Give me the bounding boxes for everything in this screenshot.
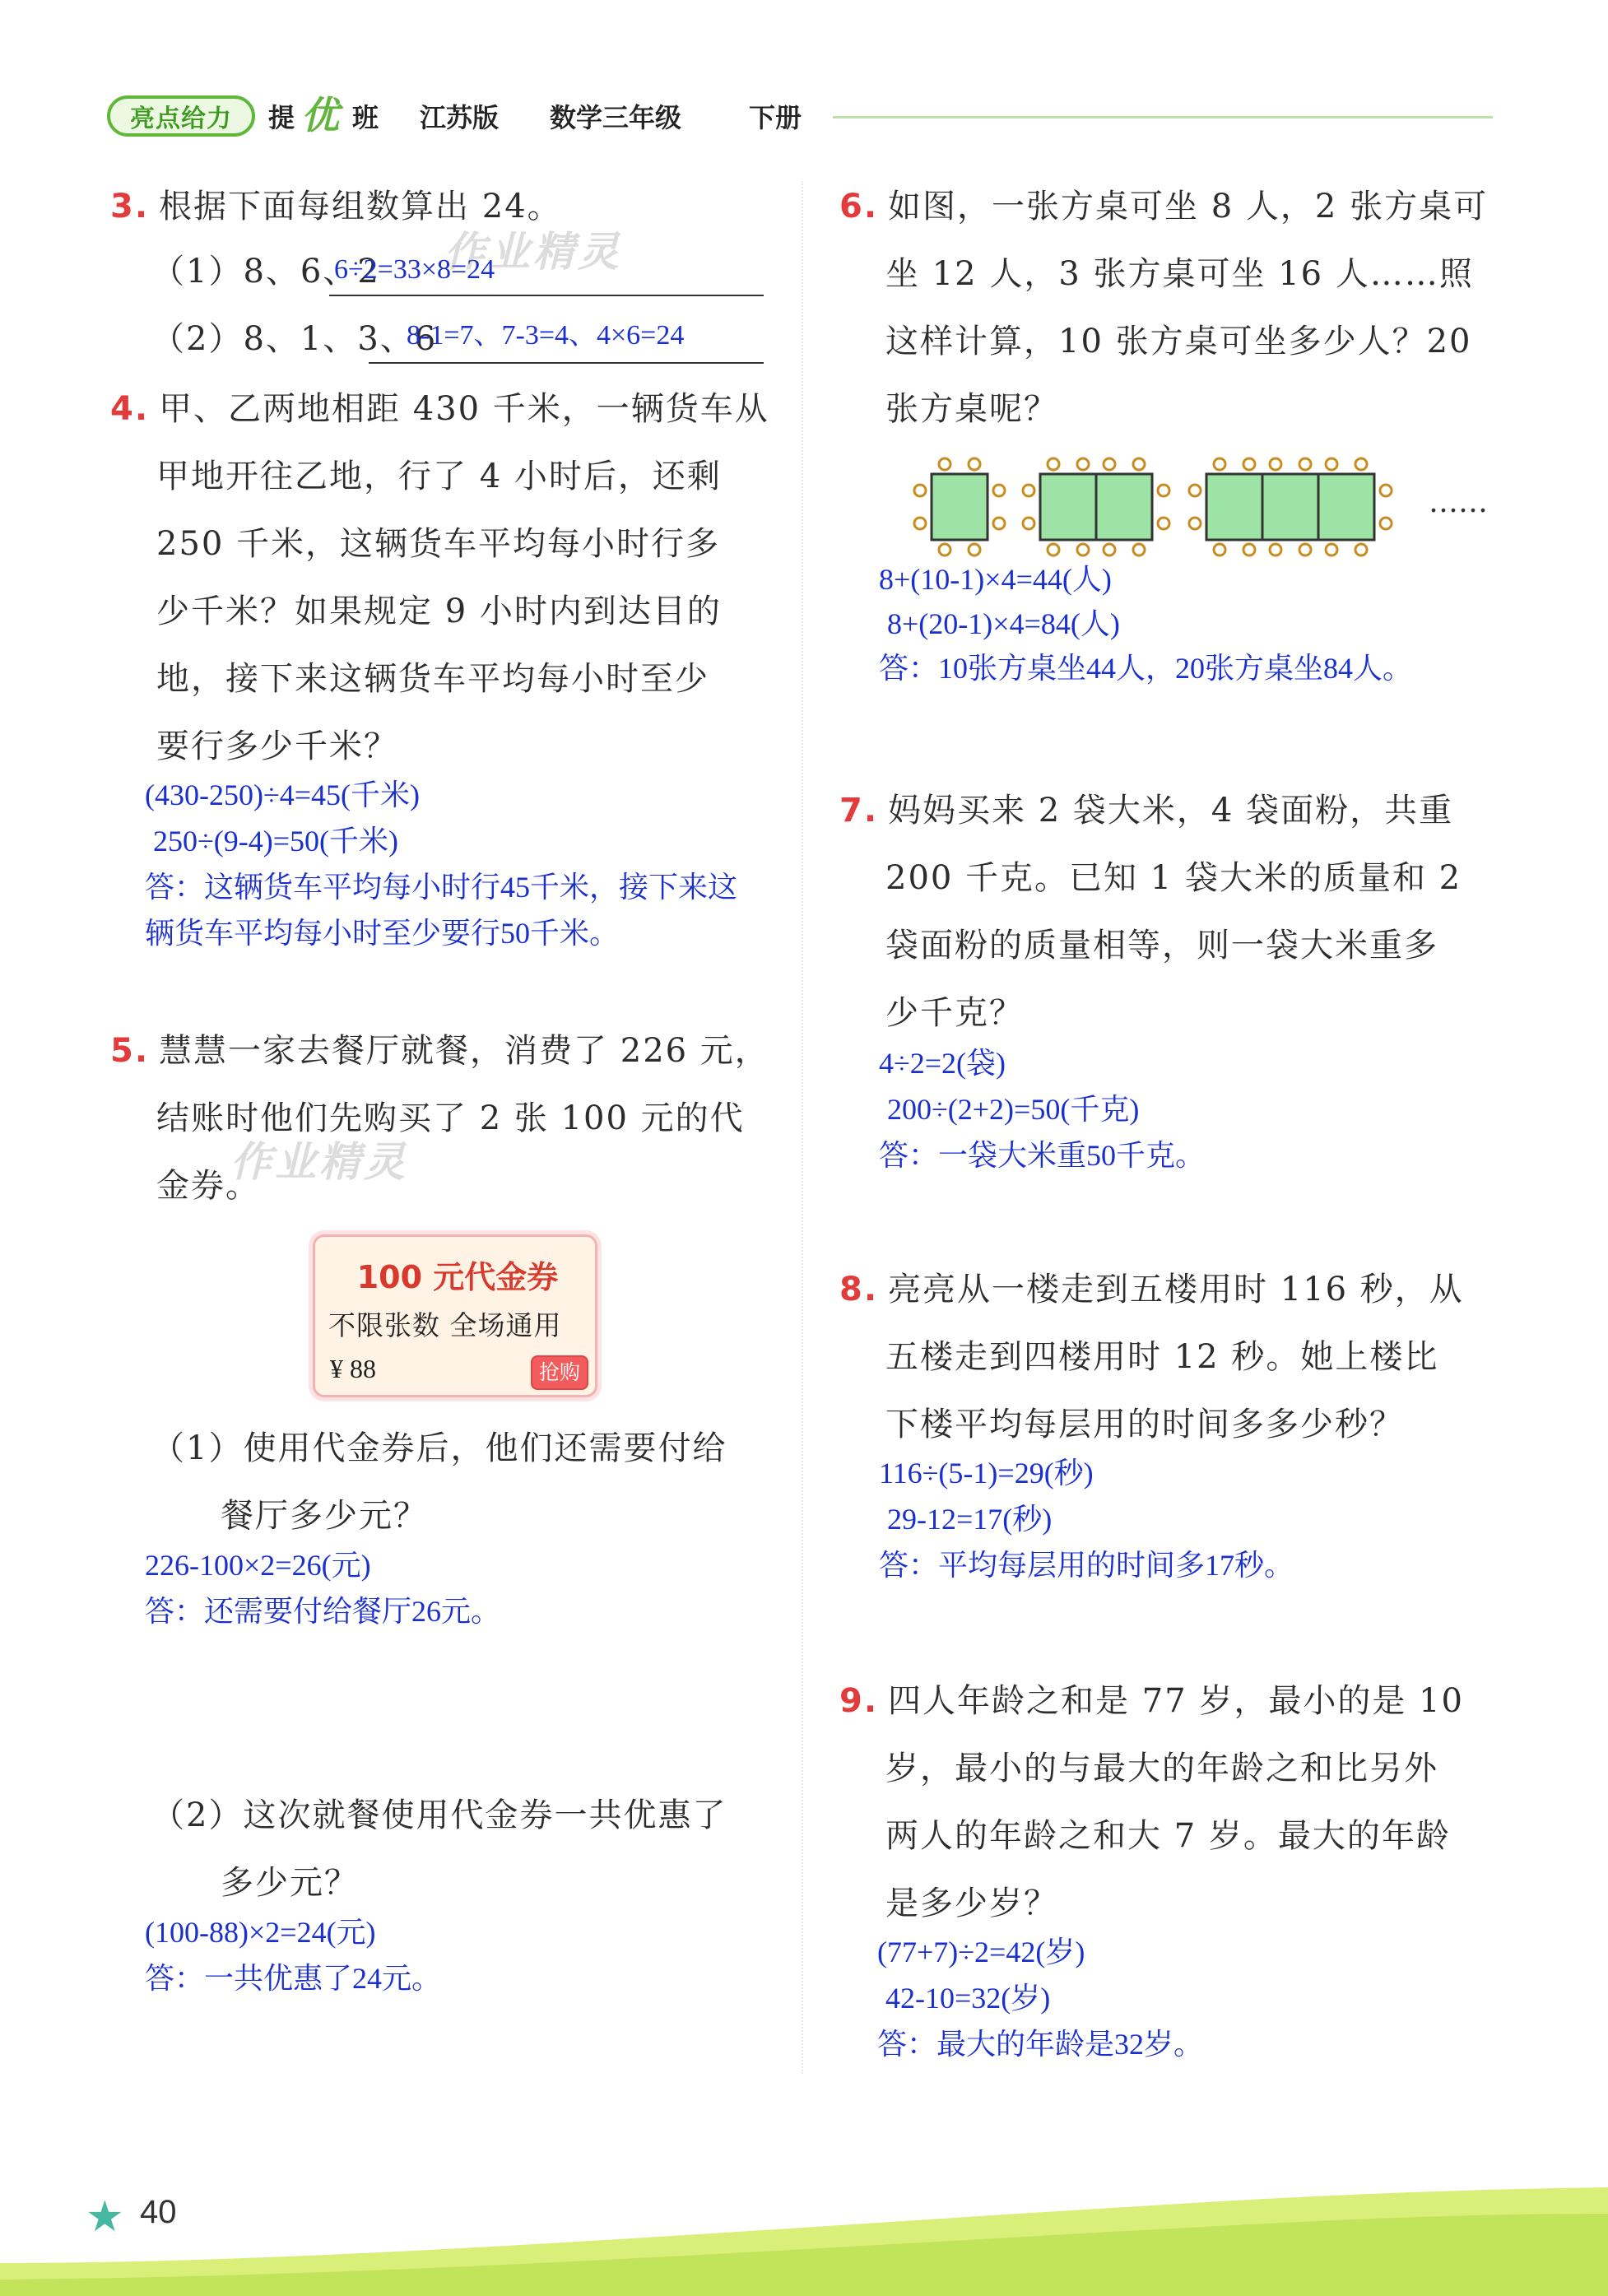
q6-answer-line1: 8+(10-1)×4=44(人) xyxy=(879,563,1112,596)
question-line: 四人年龄之和是 77 岁，最小的是 10 xyxy=(888,1682,1464,1720)
question-line: 袋面粉的质量相等，则一袋大米重多 xyxy=(885,927,1438,964)
question-7 xyxy=(839,777,1514,1047)
seat xyxy=(969,544,980,555)
q4-answer-line3: 答：这辆货车平均每小时行45千米，接下来这 xyxy=(145,871,738,904)
q9-answer-line2: 42-10=32(岁) xyxy=(885,1982,1051,2015)
q5-sub1-line2: 餐厅多少元？ xyxy=(221,1497,428,1535)
table-top xyxy=(1206,474,1262,540)
question-4 xyxy=(110,375,785,780)
brand-badge: 亮点给力 xyxy=(107,95,255,137)
seat xyxy=(939,458,950,470)
q3-part2-label: （2）8、1、3、6 xyxy=(151,320,438,358)
q8-answer-line3: 答：平均每层用的时间多17秒。 xyxy=(879,1549,1294,1582)
answer-line xyxy=(329,295,764,296)
tables-diagram xyxy=(905,451,1415,563)
question-line: 结账时他们先购买了 2 张 100 元的代 xyxy=(156,1099,745,1137)
question-number: 3. xyxy=(110,188,150,225)
q6-answer-line3: 答：10张方桌坐44人，20张方桌坐84人。 xyxy=(879,652,1413,685)
q7-answer-line2: 200÷(2+2)=50(千克) xyxy=(887,1093,1140,1126)
seat xyxy=(993,518,1005,529)
q9-answer-line3: 答：最大的年龄是32岁。 xyxy=(877,2028,1204,2061)
question-line: 如图，一张方桌可坐 8 人，2 张方桌可 xyxy=(888,188,1489,225)
question-line: 要行多少千米？ xyxy=(156,727,398,765)
question-line: 是多少岁？ xyxy=(885,1885,1058,1922)
footer-wave xyxy=(0,2140,1608,2296)
q6-answer-line2: 8+(20-1)×4=84(人) xyxy=(887,607,1120,640)
table-group-1 xyxy=(914,458,1005,555)
page-number: 40 xyxy=(140,2194,177,2230)
question-5 xyxy=(110,1017,785,1220)
q4-answer-line2: 250÷(9-4)=50(千米) xyxy=(153,825,399,858)
question-line: 甲、乙两地相距 430 千米，一辆货车从 xyxy=(159,390,769,428)
edition-label: 江苏版 xyxy=(420,102,500,133)
q5-sub1-answer1: 226-100×2=26(元) xyxy=(145,1549,371,1582)
question-line: 亮亮从一楼走到五楼用时 116 秒，从 xyxy=(888,1271,1464,1308)
question-9 xyxy=(839,1667,1514,1937)
table-group-3 xyxy=(1189,458,1392,555)
star-icon: ★ xyxy=(86,2192,124,2242)
coupon-title: 100 元代金券 xyxy=(356,1259,559,1295)
table-top xyxy=(1096,474,1152,540)
question-line: 金券。 xyxy=(156,1167,260,1205)
q4-answer-line1: (430-250)÷4=45(千米) xyxy=(145,779,421,811)
q7-answer-line1: 4÷2=2(袋) xyxy=(879,1047,1006,1080)
question-line: 妈妈买来 2 袋大米，4 袋面粉，共重 xyxy=(888,792,1454,830)
subject-label: 数学三年级 xyxy=(550,102,682,133)
q5-sub1-line1: （1）使用代金券后，他们还需要付给 xyxy=(151,1429,727,1467)
question-number: 6. xyxy=(839,188,879,225)
question-line: 200 千克。已知 1 袋大米的质量和 2 xyxy=(885,859,1462,897)
seat xyxy=(993,485,1005,496)
seat xyxy=(939,544,950,555)
series-title-part3: 班 xyxy=(352,102,379,133)
table-top xyxy=(1262,474,1318,540)
question-number: 9. xyxy=(839,1682,879,1720)
coupon-card xyxy=(313,1234,597,1397)
question-number: 8. xyxy=(839,1271,879,1308)
question-line: 两人的年龄之和大 7 岁。最大的年龄 xyxy=(885,1817,1451,1855)
question-line: 岁，最小的与最大的年龄之和比另外 xyxy=(885,1750,1438,1787)
watermark: 作业精灵 xyxy=(230,1138,408,1186)
table-top xyxy=(1318,474,1374,540)
q3-part1-answer: 6÷2=33×8=24 xyxy=(334,254,495,285)
question-line: 250 千米，这辆货车平均每小时行多 xyxy=(156,525,721,563)
question-line: 下楼平均每层用的时间多多少秒？ xyxy=(885,1406,1404,1443)
question-line: 张方桌呢？ xyxy=(885,390,1058,428)
q8-answer-line2: 29-12=17(秒) xyxy=(887,1503,1053,1536)
q3-part2-answer: 8-1=7、7-3=4、4×6=24 xyxy=(407,320,685,351)
q3-part1-label: （1）8、6、2 xyxy=(151,253,380,290)
answer-line xyxy=(369,362,764,364)
coupon-buy-button: 抢购 xyxy=(531,1355,588,1390)
question-line: 地，接下来这辆货车平均每小时至少 xyxy=(156,660,709,698)
question-line: 这样计算，10 张方桌可坐多少人？20 xyxy=(885,323,1472,360)
seat xyxy=(914,485,926,496)
question-text: 根据下面每组数算出 24。 xyxy=(159,188,562,225)
q5-sub2-line1: （2）这次就餐使用代金券一共优惠了 xyxy=(151,1796,727,1834)
q5-sub1-answer2: 答：还需要付给餐厅26元。 xyxy=(145,1595,501,1628)
coupon-terms: 不限张数 全场通用 xyxy=(328,1309,562,1341)
seat xyxy=(914,518,926,529)
q5-sub2-answer1: (100-88)×2=24(元) xyxy=(145,1916,376,1949)
question-line: 坐 12 人，3 张方桌可坐 16 人……照 xyxy=(885,255,1474,293)
table-group-2 xyxy=(1023,458,1169,555)
coupon-price: ¥ 88 xyxy=(330,1354,376,1383)
question-line: 慧慧一家去餐厅就餐，消费了 226 元， xyxy=(159,1032,769,1070)
seat xyxy=(969,458,980,470)
q9-answer-line1: (77+7)÷2=42(岁) xyxy=(877,1936,1085,1968)
diagram-ellipsis: …… xyxy=(1429,486,1488,519)
q5-sub2-line2: 多少元？ xyxy=(221,1864,359,1902)
question-8 xyxy=(839,1256,1514,1458)
question-line: 少千米？如果规定 9 小时内到达目的 xyxy=(156,593,722,630)
series-title-part1: 提 xyxy=(268,102,295,133)
question-number: 5. xyxy=(110,1032,150,1070)
volume-label: 下册 xyxy=(749,102,802,133)
question-line: 甲地开往乙地，行了 4 小时后，还剩 xyxy=(156,458,722,495)
question-number: 4. xyxy=(110,390,150,428)
header-rule xyxy=(833,116,1493,119)
q7-answer-line3: 答：一袋大米重50千克。 xyxy=(879,1139,1206,1172)
question-6 xyxy=(839,173,1514,443)
series-title-part2: 优 xyxy=(301,93,339,137)
question-line: 少千克？ xyxy=(885,994,1024,1032)
q4-answer-line4: 辆货车平均每小时至少要行50千米。 xyxy=(145,917,620,950)
watermark: 作业精灵 xyxy=(444,228,622,276)
column-divider xyxy=(802,181,804,2074)
table-top xyxy=(1040,474,1096,540)
question-number: 7. xyxy=(839,792,879,830)
question-line: 五楼走到四楼用时 12 秒。她上楼比 xyxy=(885,1338,1439,1376)
table-top xyxy=(932,474,988,540)
q8-answer-line1: 116÷(5-1)=29(秒) xyxy=(879,1457,1094,1490)
q5-sub2-answer2: 答：一共优惠了24元。 xyxy=(145,1962,442,1995)
